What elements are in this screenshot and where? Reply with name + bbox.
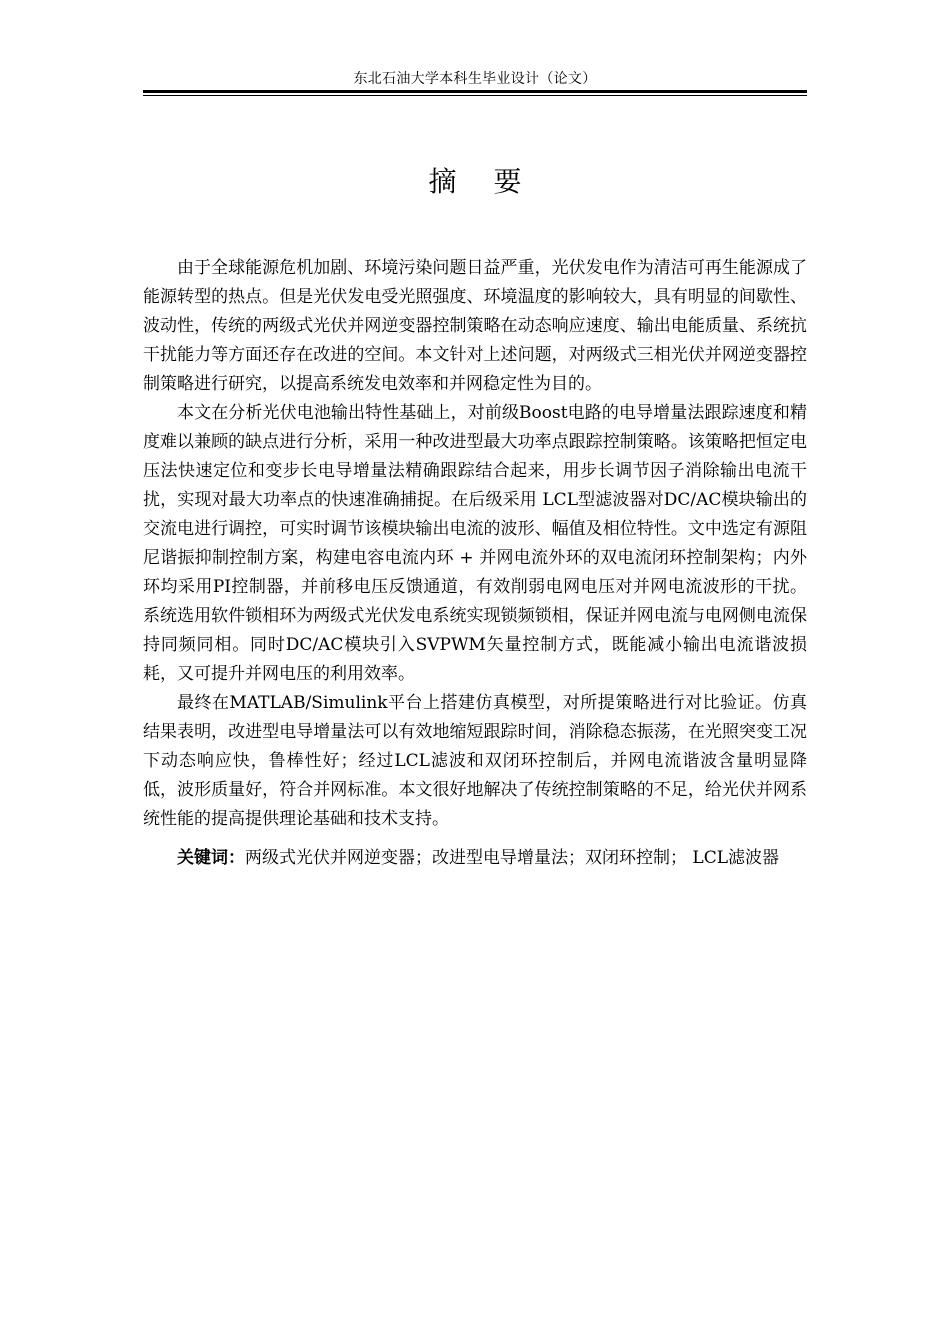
abstract-heading: 摘 要 <box>428 165 536 198</box>
header-rule-thin <box>143 95 807 96</box>
abstract-paragraph-3: 最终在MATLAB/Simulink平台上搭建仿真模型，对所提策略进行对比验证。仿真结果表明，改进型电导增量法可以有效地缩短跟踪时间，消除稳态振荡，在光照突变工况下动态响应快，鲁棒性好；经过LCL滤波和双闭环控制后，并网电流谐波含量明显降低，波形质量好，符合并网标准。本文很好地解决了传统控制策略的不足，给光伏并网系统性能的提高提供理论基础和技术支持。 <box>143 693 807 829</box>
keywords-text: 两级式光伏并网逆变器；改进型电导增量法；双闭环控制； LCL滤波器 <box>245 848 779 868</box>
abstract-body <box>143 254 807 873</box>
keywords-label: 关键词： <box>177 848 245 868</box>
keywords-line <box>143 844 807 873</box>
abstract-paragraph-2: 本文在分析光伏电池输出特性基础上，对前级Boost电路的电导增量法跟踪速度和精度难以兼顾的缺点进行分析，采用一种改进型最大功率点跟踪控制策略。该策略把恒定电压法快速定位和变步长电导增量法精确跟踪结合起来，用步长调节因子消除输出电流干扰，实现对最大功率点的快速准确捕捉。在后级采用 LCL型滤波器对DC/AC模块输出的交流电进行调控，可实时调节该模块输出电流的波形、幅值及相位特性。文中选定有源阻尼谐振抑制控制方案，构建电容电流内环 + 并网电流外环的双电流闭环控制架构；内外环均采用PI控制器，并前移电压反馈通道，有效削弱电网电压对并网电流波形的干扰。系统选用软件锁相环为两级式光伏发电系统实现锁频锁相，保证并网电流与电网侧电流保持同频同相。同时DC/AC模块引入SVPWM矢量控制方式，既能减小输出电流谐波损耗，又可提升并网电压的利用效率。 <box>143 403 807 684</box>
page-header-title: 东北石油大学本科生毕业设计（论文） <box>353 71 597 87</box>
header-rule-thick <box>143 90 807 93</box>
abstract-paragraph-1: 由于全球能源危机加剧、环境污染问题日益严重，光伏发电作为清洁可再生能源成了能源转型的热点。但是光伏发电受光照强度、环境温度的影响较大，具有明显的间歇性、波动性，传统的两级式光伏并网逆变器控制策略在动态响应速度、输出电能质量、系统抗干扰能力等方面还存在改进的空间。本文针对上述问题，对两级式三相光伏并网逆变器控制策略进行研究，以提高系统发电效率和并网稳定性为目的。 <box>143 258 807 394</box>
